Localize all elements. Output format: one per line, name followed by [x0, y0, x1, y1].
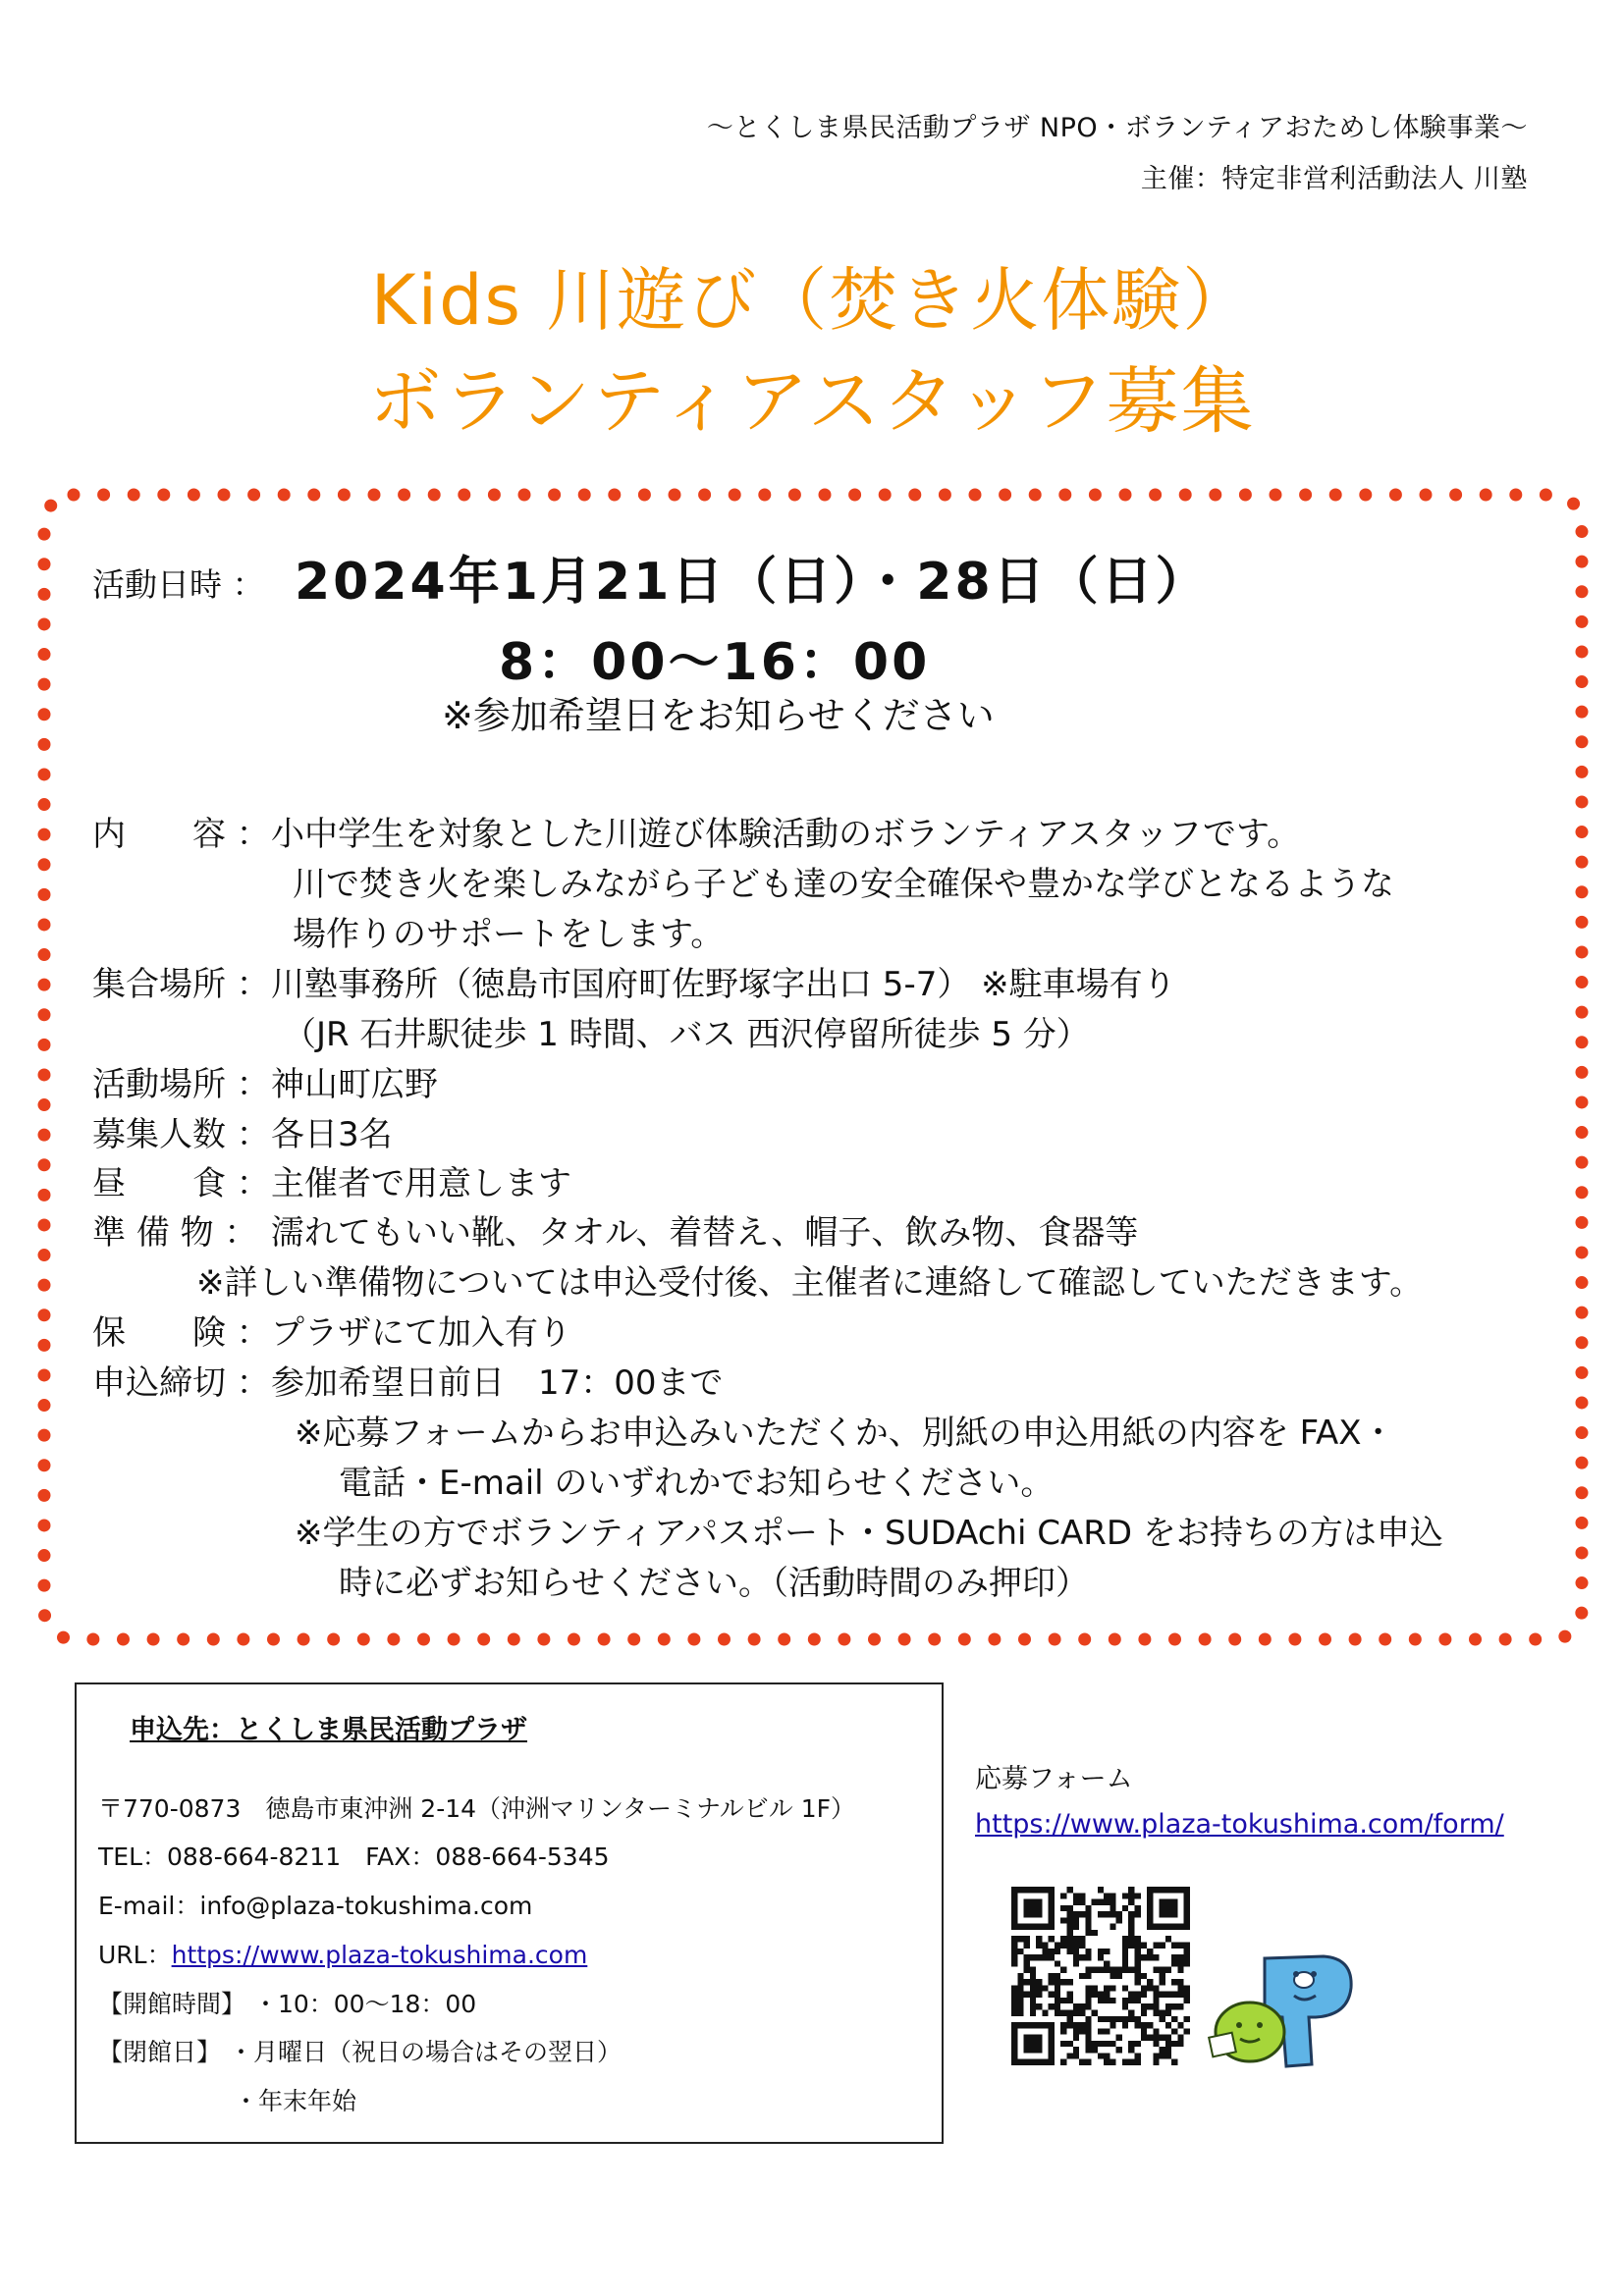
activity-dates: 2024年1月21日（日）・28日（日）: [295, 553, 1210, 612]
activity-time: 8：00〜16：00: [499, 633, 931, 692]
prep-note: ※詳しい準備物については申込受付後、主催者に連絡して確認していただきます。: [196, 1263, 1424, 1303]
header-line-1: 〜とくしま県民活動プラザ NPO・ボランティアおためし体験事業〜: [706, 113, 1528, 143]
contact-closed-1: 【閉館日】 ・月曜日（祝日の場合はその翌日）: [98, 2038, 622, 2066]
contact-title: 申込先：とくしま県民活動プラザ: [130, 1715, 527, 1745]
form-label: 応募フォーム: [975, 1764, 1133, 1794]
page-subtitle: ボランティアスタッフ募集: [368, 359, 1256, 444]
form-url-link[interactable]: https://www.plaza-tokushima.com/form/: [975, 1809, 1504, 1840]
activity-place-label: 活動場所 ：: [92, 1065, 270, 1104]
apply-note-2-line-2: 時に必ずお知らせください。（活動時間のみ押印）: [339, 1564, 1089, 1603]
meeting-place: 川塾事務所（徳島市国府町佐野塚字出口 5-7） ※駐車場有り: [271, 965, 1176, 1004]
contact-hours: 【開館時間】 ・10：00〜18：00: [98, 1990, 477, 2018]
content-label: 内 容 ：: [92, 815, 270, 854]
contact-url-label: URL：: [98, 1941, 172, 1969]
header-organizer: 主催：特定非営利活動法人 川塾: [1140, 164, 1528, 194]
prep-label: 準 備 物 ：: [92, 1213, 258, 1253]
insurance-label: 保 険 ：: [92, 1313, 270, 1353]
activity-place: 神山町広野: [271, 1065, 438, 1104]
contact-tel-fax: TEL：088-664-8211 FAX：088-664-5345: [98, 1842, 610, 1871]
date-note: ※参加希望日をお知らせください: [442, 694, 995, 737]
deadline-label: 申込締切 ：: [92, 1363, 270, 1403]
apply-note-1-line-2: 電話・E-mail のいずれかでお知らせください。: [339, 1464, 1055, 1503]
apply-note-1-line-1: ※応募フォームからお申込みいただくか、別紙の申込用紙の内容を FAX・: [295, 1414, 1395, 1453]
mascot-illustration: [1206, 1949, 1373, 2076]
lunch-label: 昼 食 ：: [92, 1164, 270, 1203]
recruit-count: 各日3名: [271, 1115, 393, 1154]
contact-address: 〒770-0873 徳島市東沖洲 2-14（沖洲マリンターミナルビル 1F）: [98, 1794, 856, 1823]
lunch-value: 主催者で用意します: [271, 1164, 571, 1203]
meeting-access: （JR 石井駅徒歩 1 時間、バス 西沢停留所徒歩 5 分）: [283, 1015, 1090, 1054]
apply-note-2-line-1: ※学生の方でボランティアパスポート・SUDAchi CARD をお持ちの方は申込: [295, 1514, 1443, 1553]
contact-url-row: [98, 1936, 587, 1971]
page-title: Kids 川遊び（焚き火体験）: [370, 260, 1254, 341]
content-line-1: 小中学生を対象とした川遊び体験活動のボランティアスタッフです。: [271, 815, 1301, 854]
datetime-label: 活動日時 ：: [92, 565, 265, 604]
deadline-value: 参加希望日前日 17：00まで: [271, 1363, 724, 1403]
recruit-label: 募集人数 ：: [92, 1115, 270, 1154]
prep-items: 濡れてもいい靴、タオル、着替え、帽子、飲み物、食器等: [271, 1213, 1139, 1253]
content-line-2: 川で焚き火を楽しみながら子ども達の安全確保や豊かな学びとなるような: [293, 865, 1394, 904]
contact-email: E-mail：info@plaza-tokushima.com: [98, 1892, 533, 1920]
contact-url-link[interactable]: https://www.plaza-tokushima.com: [171, 1941, 588, 1969]
content-line-3: 場作りのサポートをします。: [293, 915, 725, 954]
meeting-place-label: 集合場所 ：: [92, 965, 270, 1004]
insurance-value: プラザにて加入有り: [271, 1313, 571, 1353]
qr-code-icon: [1011, 1883, 1190, 2069]
contact-closed-2: ・年末年始: [234, 2087, 357, 2115]
